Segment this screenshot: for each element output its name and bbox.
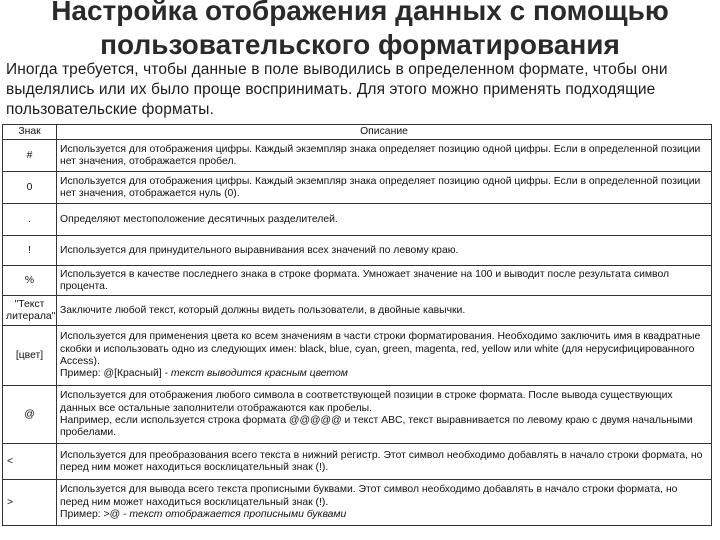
- header-symbol: Знак: [3, 125, 57, 140]
- table-row: [3, 204, 712, 236]
- description-cell: Используется для отображения цифры. Каждый экземпляр знака определяет позицию одной цифры. Если в определенной позиции нет значения, отображается пробел.: [57, 140, 712, 172]
- header-description: Описание: [57, 125, 712, 140]
- format-symbols-table: [2, 124, 712, 526]
- description-cell: Используется в качестве последнего знака в строке формата. Умножает значение на 100 и выводит после результата символ процента.: [57, 266, 712, 296]
- description-cell: Используется для преобразования всего текста в нижний регистр. Этот символ необходимо добавлять в начало строки формата, но перед ним может находиться восклицательный знак (!).: [57, 444, 712, 480]
- description-cell: [57, 386, 712, 444]
- title-line-2: пользовательского форматирования: [100, 29, 620, 60]
- example-italic-text: - текст отображается прописными буквами: [120, 509, 347, 521]
- table-row: [3, 266, 712, 296]
- description-cell: [57, 326, 712, 386]
- table-row: [3, 326, 712, 386]
- description-text: Используется для вывода всего текста прописными буквами. Этот символ необходимо добавлять в начало строки формата, но перед ним может находиться восклицательный знак (!).: [60, 484, 678, 508]
- table-row: [3, 236, 712, 266]
- table-row: [3, 444, 712, 480]
- table-row: [3, 172, 712, 204]
- title-line-1: Настройка отображения данных с помощью: [51, 0, 669, 26]
- symbol-cell: #: [3, 140, 57, 172]
- description-cell: Используется для принудительного выравнивания всех значений по левому краю.: [57, 236, 712, 266]
- slide-title: [0, 0, 720, 62]
- description-text: Используется для применения цвета ко всем значениям в части строки форматирования. Необходимо заключить имя в квадратные скобки и использовать одно из следующих имен: black, blue, cyan, green, magenta, red, yellow или white (для нерусифицированного Access).: [60, 331, 701, 367]
- description-cell: Используется для отображения цифры. Каждый экземпляр знака определяет позицию одной цифры. Если в определенной позиции нет значения, отображается нуль (0).: [57, 172, 712, 204]
- table-row: [3, 140, 712, 172]
- symbol-cell: %: [3, 266, 57, 296]
- symbol-cell: !: [3, 236, 57, 266]
- symbol-cell: <: [3, 444, 57, 480]
- example-text: Пример: >@: [60, 509, 121, 521]
- description-cell: Заключите любой текст, который должны видеть пользователи, в двойные кавычки.: [57, 296, 712, 326]
- symbol-cell: .: [3, 204, 57, 236]
- example-italic-text: - текст выводится красным цветом: [161, 368, 348, 380]
- table-header-row: [3, 125, 712, 140]
- example-text: Пример: @[Красный]: [60, 368, 162, 380]
- symbol-cell: >: [3, 480, 57, 526]
- table-row: [3, 386, 712, 444]
- symbol-cell: @: [3, 386, 57, 444]
- table-row: [3, 480, 712, 526]
- intro-paragraph: Иногда требуется, чтобы данные в поле выводились в определенном формате, чтобы они выделялись или их было проще воспринимать. Для этого можно применять подходящие пользовательские форматы.: [6, 61, 668, 118]
- example-text: Например, если используется строка формата @@@@@ и текст ABC, текст выравнивается по левому краю с двумя начальными пробелами.: [60, 414, 693, 439]
- symbol-cell: 0: [3, 172, 57, 204]
- description-cell: [57, 480, 712, 526]
- table-row: [3, 296, 712, 326]
- symbol-cell: "Текст литерала": [3, 296, 57, 326]
- description-cell: Определяют местоположение десятичных разделителей.: [57, 204, 712, 236]
- description-text: Используется для отображения любого символа в соответствующей позиции в строке формата. После вывода существующих данных все остальные заполнители отображаются как пробелы.: [60, 390, 673, 414]
- symbol-cell: [цвет]: [3, 326, 57, 386]
